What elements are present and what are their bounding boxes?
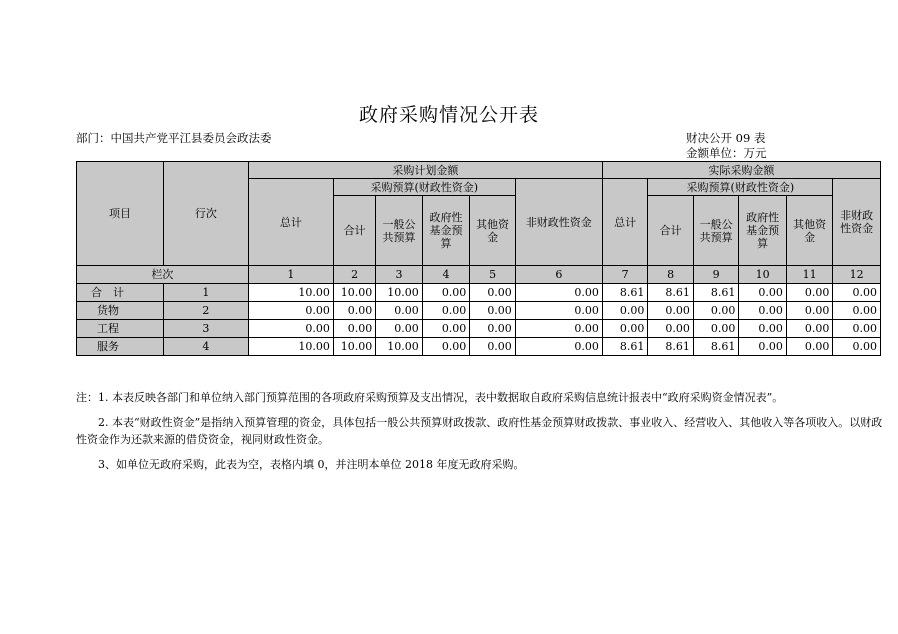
cell-value: 0.00 [422,320,470,338]
cell-value: 0.00 [422,302,470,320]
table-row [77,302,881,320]
procurement-table [76,161,881,356]
cell-value: 0.00 [739,302,787,320]
department-label: 部门：中国共产党平江县委员会政法委 [76,131,272,145]
cell-value: 0.00 [470,302,516,320]
header-actual: 实际采购金额 [602,162,880,179]
table-row [77,320,881,338]
column-number: 7 [602,266,648,284]
cell-value: 8.61 [602,284,648,302]
header-planned-subtotal: 合计 [333,196,375,266]
cell-value: 0.00 [648,302,694,320]
header-row-no: 行次 [163,162,248,266]
column-number: 11 [786,266,833,284]
table-row [77,284,881,302]
row-line-number: 1 [163,284,248,302]
column-number: 8 [648,266,694,284]
cell-value: 0.00 [248,302,333,320]
cell-value: 0.00 [693,320,739,338]
header-planned-general: 一般公共预算 [376,196,423,266]
cell-value: 0.00 [602,302,648,320]
row-line-number: 3 [163,320,248,338]
cell-value: 8.61 [648,338,694,356]
note-1: 注：1. 本表反映各部门和单位纳入部门预算范围的各项政府采购预算及支出情况，表中数据取自政府采购信息统计报表中“政府采购资金情况表”。 [76,391,784,404]
note-2: 2. 本表“财政性资金”是指纳入预算管理的资金，具体包括一般公共预算财政拨款、政府性基金预算财政拨款、事业收入、经营收入、其他收入等各项收入。以财政性资金作为还款来源的借贷资金，视同财政性资金。 [76,416,883,446]
row-item-name: 货物 [77,302,164,320]
column-number: 9 [693,266,739,284]
header-actual-fund: 政府性基金预算 [739,196,787,266]
cell-value: 10.00 [376,338,423,356]
cell-value: 10.00 [333,338,375,356]
column-number: 5 [470,266,516,284]
cell-value: 0.00 [333,320,375,338]
cell-value: 0.00 [515,320,602,338]
amount-unit: 金额单位：万元 [686,146,767,160]
header-actual-subtotal: 合计 [648,196,694,266]
column-number: 6 [515,266,602,284]
cell-value: 0.00 [376,302,423,320]
header-item: 项目 [77,162,164,266]
cell-value: 0.00 [422,338,470,356]
column-number: 10 [739,266,787,284]
cell-value: 0.00 [515,338,602,356]
cell-value: 10.00 [333,284,375,302]
page-title: 政府采购情况公开表 [358,104,539,126]
header-actual-total: 总计 [602,179,648,266]
cell-value: 8.61 [648,284,694,302]
cell-value: 0.00 [515,284,602,302]
cell-value: 0.00 [248,320,333,338]
row-item-name: 服务 [77,338,164,356]
header-actual-general: 一般公共预算 [693,196,739,266]
column-number-row [77,266,881,284]
header-actual-budget: 采购预算(财政性资金) [648,179,833,196]
column-number-label: 栏次 [77,266,249,284]
cell-value: 8.61 [602,338,648,356]
cell-value: 0.00 [376,320,423,338]
row-line-number: 4 [163,338,248,356]
header-planned-nonfiscal: 非财政性资金 [515,179,602,266]
cell-value: 0.00 [739,320,787,338]
cell-value: 0.00 [648,320,694,338]
header-planned: 采购计划金额 [248,162,602,179]
cell-value: 8.61 [693,338,739,356]
cell-value: 0.00 [786,320,833,338]
column-number: 2 [333,266,375,284]
column-number: 4 [422,266,470,284]
table-row [77,338,881,356]
header-actual-other: 其他资金 [786,196,833,266]
column-number: 12 [833,266,881,284]
cell-value: 0.00 [470,284,516,302]
column-number: 3 [376,266,423,284]
row-line-number: 2 [163,302,248,320]
cell-value: 10.00 [248,284,333,302]
header-planned-fund: 政府性基金预算 [422,196,470,266]
form-number: 财决公开 09 表 [686,131,766,145]
cell-value: 0.00 [333,302,375,320]
cell-value: 0.00 [422,284,470,302]
cell-value: 0.00 [693,302,739,320]
cell-value: 0.00 [470,338,516,356]
cell-value: 0.00 [786,284,833,302]
header-planned-total: 总计 [248,179,333,266]
cell-value: 0.00 [833,302,881,320]
cell-value: 0.00 [739,284,787,302]
header-planned-budget: 采购预算(财政性资金) [333,179,515,196]
cell-value: 0.00 [515,302,602,320]
cell-value: 10.00 [376,284,423,302]
column-number: 1 [248,266,333,284]
cell-value: 10.00 [248,338,333,356]
cell-value: 8.61 [693,284,739,302]
cell-value: 0.00 [786,338,833,356]
cell-value: 0.00 [833,320,881,338]
cell-value: 0.00 [470,320,516,338]
row-item-name: 工程 [77,320,164,338]
cell-value: 0.00 [833,338,881,356]
data-rows [77,284,881,356]
cell-value: 0.00 [833,284,881,302]
cell-value: 0.00 [602,320,648,338]
header-planned-other: 其他资金 [470,196,516,266]
row-item-name: 合 计 [77,284,164,302]
note-3: 3、如单位无政府采购，此表为空，表格内填 0，并注明本单位 2018 年度无政府采购。 [98,458,525,471]
header-actual-nonfiscal: 非财政性资金 [833,179,881,266]
cell-value: 0.00 [739,338,787,356]
cell-value: 0.00 [786,302,833,320]
